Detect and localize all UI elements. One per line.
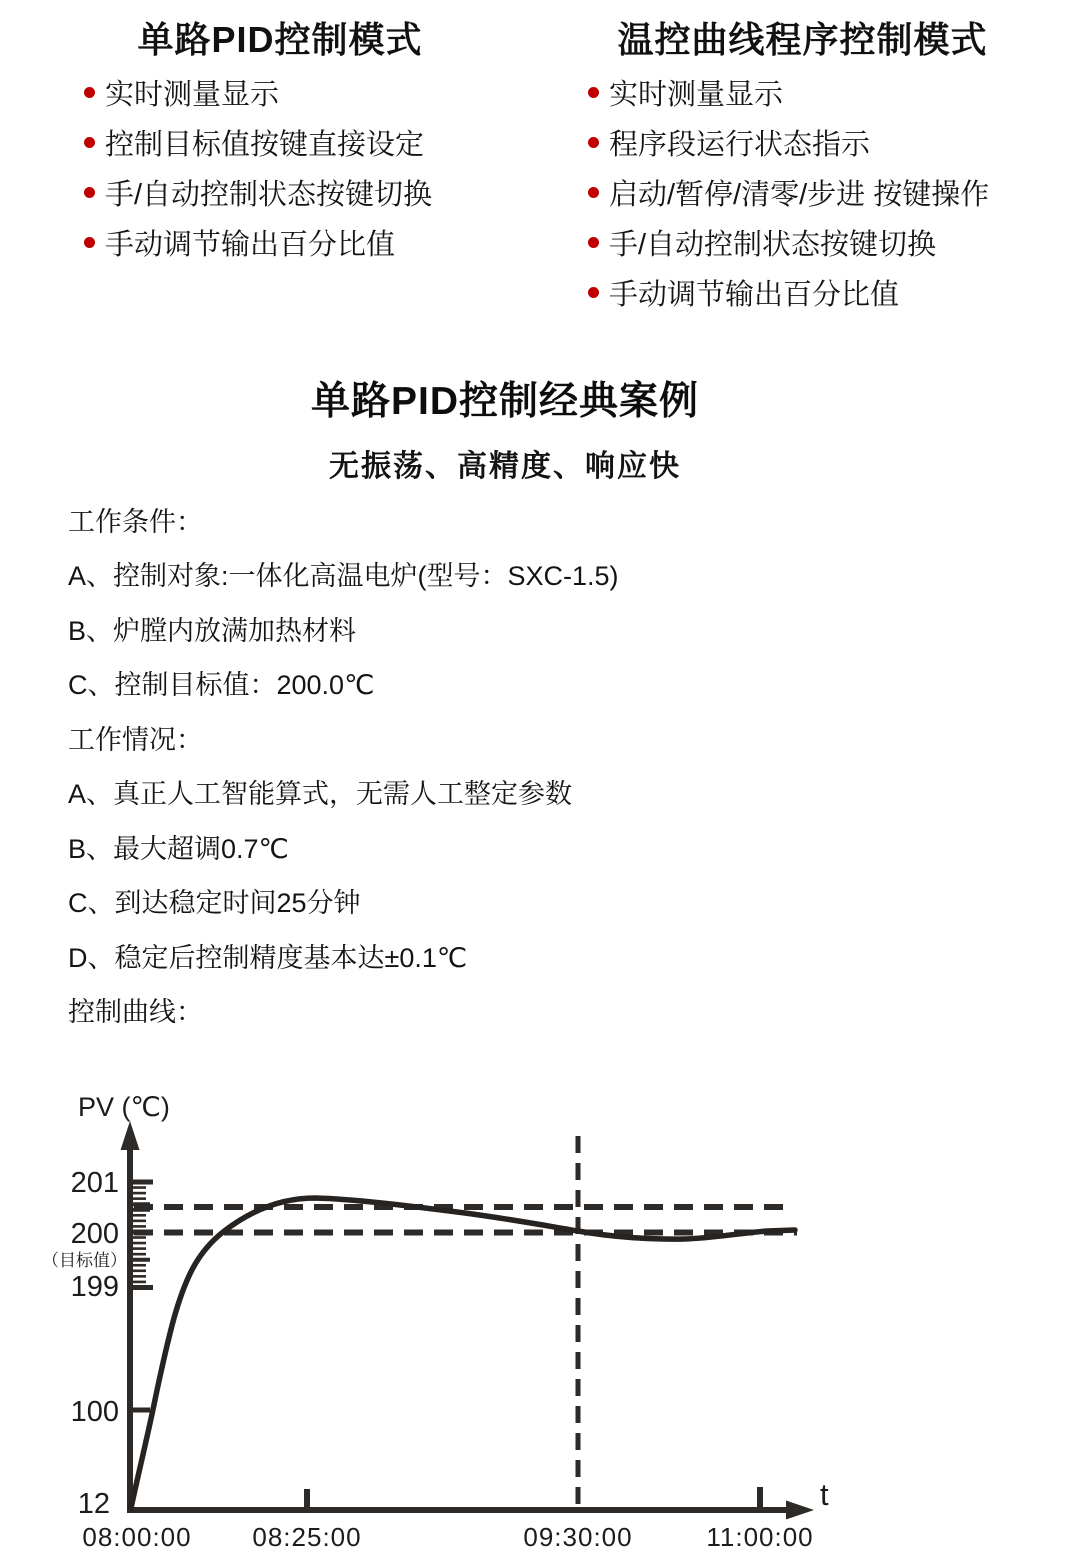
body-line: 控制曲线： xyxy=(68,997,203,1028)
feature-item xyxy=(84,217,432,267)
feature-text: 实时测量显示 xyxy=(609,78,784,111)
pv-curve xyxy=(131,1198,795,1508)
bullet-icon xyxy=(84,87,95,98)
bullet-icon xyxy=(588,237,599,248)
feature-item xyxy=(588,217,989,267)
control-curve-chart xyxy=(0,1080,1080,1562)
column-title-program-mode: 温控曲线程序控制模式 xyxy=(617,19,988,60)
y-tick-label-12: 12 xyxy=(77,1488,110,1520)
x-axis-label: t xyxy=(820,1477,829,1512)
feature-item xyxy=(588,67,989,117)
feature-text: 实时测量显示 xyxy=(105,78,280,111)
body-line: 工作条件： xyxy=(68,506,203,537)
column-title-pid-mode: 单路PID控制模式 xyxy=(137,19,423,60)
case-body-text xyxy=(68,492,1008,1037)
body-line: C、控制目标值：200.0℃ xyxy=(68,670,375,701)
bullet-icon xyxy=(84,137,95,148)
body-line: 工作情况： xyxy=(68,724,203,755)
feature-text: 启动/暂停/清零/步进 按键操作 xyxy=(609,178,990,211)
bullet-icon xyxy=(84,237,95,248)
feature-item xyxy=(84,167,432,217)
x-tick-label-1100: 11:00:00 xyxy=(706,1522,814,1552)
case-section-title: 单路PID控制经典案例 xyxy=(310,380,699,423)
feature-text: 手动调节输出百分比值 xyxy=(105,228,396,261)
feature-text: 程序段运行状态指示 xyxy=(609,128,871,161)
x-tick-label-0800: 08:00:00 xyxy=(82,1522,192,1552)
body-line: B、最大超调0.7℃ xyxy=(68,833,289,864)
body-line: A、控制对象:一体化高温电炉(型号：SXC-1.5) xyxy=(68,561,619,592)
feature-item xyxy=(84,117,432,167)
bullet-icon xyxy=(588,87,599,98)
y-axis-label: PV (℃) xyxy=(78,1092,170,1122)
body-line: A、真正人工智能算式，无需人工整定参数 xyxy=(68,779,573,810)
body-line: C、到达稳定时间25分钟 xyxy=(68,888,361,919)
bullet-icon xyxy=(588,187,599,198)
feature-text: 手/自动控制状态按键切换 xyxy=(609,228,937,261)
x-tick-label-0930: 09:30:00 xyxy=(523,1522,633,1552)
feature-text: 手动调节输出百分比值 xyxy=(609,278,900,311)
x-axis-arrow-icon xyxy=(786,1501,814,1520)
body-line: B、炉膛内放满加热材料 xyxy=(68,615,357,646)
body-line: D、稳定后控制精度基本达±0.1℃ xyxy=(68,942,468,973)
feature-item xyxy=(588,117,989,167)
feature-list-program-mode xyxy=(588,67,989,317)
feature-list-pid-mode xyxy=(84,67,432,267)
y-tick-label-100: 100 xyxy=(70,1396,119,1428)
feature-item xyxy=(588,167,989,217)
feature-item xyxy=(84,67,432,117)
x-tick-label-0825: 08:25:00 xyxy=(252,1522,362,1552)
bullet-icon xyxy=(84,187,95,198)
y-tick-label-199: 199 xyxy=(70,1271,119,1303)
case-section-subtitle: 无振荡、高精度、响应快 xyxy=(329,450,681,483)
feature-text: 控制目标值按键直接设定 xyxy=(105,128,425,161)
y-axis-arrow-icon xyxy=(121,1121,140,1150)
target-value-label: （目标值） xyxy=(42,1251,127,1270)
bullet-icon xyxy=(588,137,599,148)
bullet-icon xyxy=(588,287,599,298)
feature-text: 手/自动控制状态按键切换 xyxy=(105,178,433,211)
y-tick-label-200: 200 xyxy=(70,1218,119,1250)
feature-item xyxy=(588,267,989,317)
y-tick-label-201: 201 xyxy=(70,1167,119,1199)
